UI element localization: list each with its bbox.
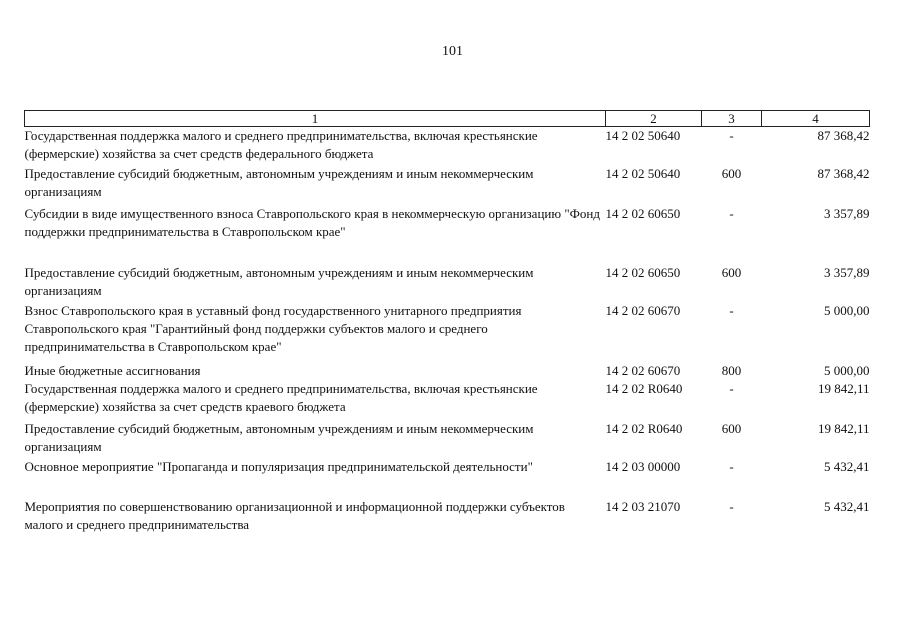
row-type: - — [729, 459, 734, 474]
table-row — [25, 264, 870, 302]
row-code: 14 2 02 60650 — [605, 206, 681, 221]
table-row — [25, 498, 870, 536]
row-code: 14 2 02 R0640 — [605, 381, 683, 396]
row-code: 14 2 02 60670 — [605, 363, 681, 378]
row-name: Предоставление субсидий бюджетным, автономным учреждениям и иным некоммерческим организациям — [24, 265, 534, 298]
row-amount: 19 842,11 — [817, 381, 870, 396]
row-name: Иные бюджетные ассигнования — [24, 363, 201, 378]
table-row — [25, 165, 870, 205]
row-code: 14 2 02 60650 — [605, 265, 681, 280]
row-type: 600 — [721, 166, 742, 181]
row-type: 800 — [721, 363, 742, 378]
row-name: Государственная поддержка малого и среднего предпринимательства, включая крестьянские (фермерские) хозяйства за счет средств краевого бюджета — [24, 381, 538, 414]
row-name: Мероприятия по совершенствованию организационной и информационной поддержки субъектов малого и среднего предпринимательства — [24, 499, 565, 532]
row-amount: 87 368,42 — [817, 128, 870, 143]
column-header-type: 3 — [702, 111, 762, 127]
row-code: 14 2 03 00000 — [605, 459, 681, 474]
page-number: 101 — [442, 44, 463, 59]
row-amount: 5 000,00 — [824, 303, 870, 318]
row-code: 14 2 03 21070 — [605, 499, 681, 514]
row-type: - — [729, 381, 734, 396]
row-amount: 5 000,00 — [824, 363, 870, 378]
row-amount: 19 842,11 — [817, 421, 870, 436]
row-amount: 87 368,42 — [817, 166, 870, 181]
row-type: - — [729, 128, 734, 143]
table-row — [25, 420, 870, 458]
table-row — [25, 362, 870, 380]
budget-table — [24, 110, 870, 536]
column-header-name: 1 — [25, 111, 606, 127]
table-row — [25, 380, 870, 420]
table-row — [25, 127, 870, 166]
table-row — [25, 205, 870, 264]
row-type: 600 — [721, 421, 742, 436]
row-code: 14 2 02 60670 — [605, 303, 681, 318]
row-code: 14 2 02 50640 — [605, 166, 681, 181]
row-name: Взнос Ставропольского края в уставный фонд государственного унитарного предприятия Ставропольского края "Гарантийный фонд поддержки субъектов малого и среднего предпринимательства в Ставропольском крае" — [24, 303, 522, 354]
row-type: - — [729, 499, 734, 514]
row-amount: 3 357,89 — [824, 206, 870, 221]
row-type: - — [729, 206, 734, 221]
row-name: Предоставление субсидий бюджетным, автономным учреждениям и иным некоммерческим организациям — [24, 421, 534, 454]
column-header-amount: 4 — [762, 111, 870, 127]
row-type: - — [729, 303, 734, 318]
row-name: Основное мероприятие "Пропаганда и популяризация предпринимательской деятельности" — [24, 459, 533, 474]
row-amount: 3 357,89 — [824, 265, 870, 280]
table-row — [25, 458, 870, 498]
row-name: Субсидии в виде имущественного взноса Ставропольского края в некоммерческую организацию "Фонд поддержки предпринимательства в Ставропольском крае" — [24, 206, 600, 239]
row-code: 14 2 02 R0640 — [605, 421, 683, 436]
row-type: 600 — [721, 265, 742, 280]
header-row — [25, 111, 870, 127]
row-name: Предоставление субсидий бюджетным, автономным учреждениям и иным некоммерческим организациям — [24, 166, 534, 199]
row-name: Государственная поддержка малого и среднего предпринимательства, включая крестьянские (фермерские) хозяйства за счет средств федерального бюджета — [24, 128, 538, 161]
row-amount: 5 432,41 — [824, 499, 870, 514]
table-row — [25, 302, 870, 362]
row-code: 14 2 02 50640 — [605, 128, 681, 143]
column-header-code: 2 — [606, 111, 702, 127]
row-amount: 5 432,41 — [824, 459, 870, 474]
